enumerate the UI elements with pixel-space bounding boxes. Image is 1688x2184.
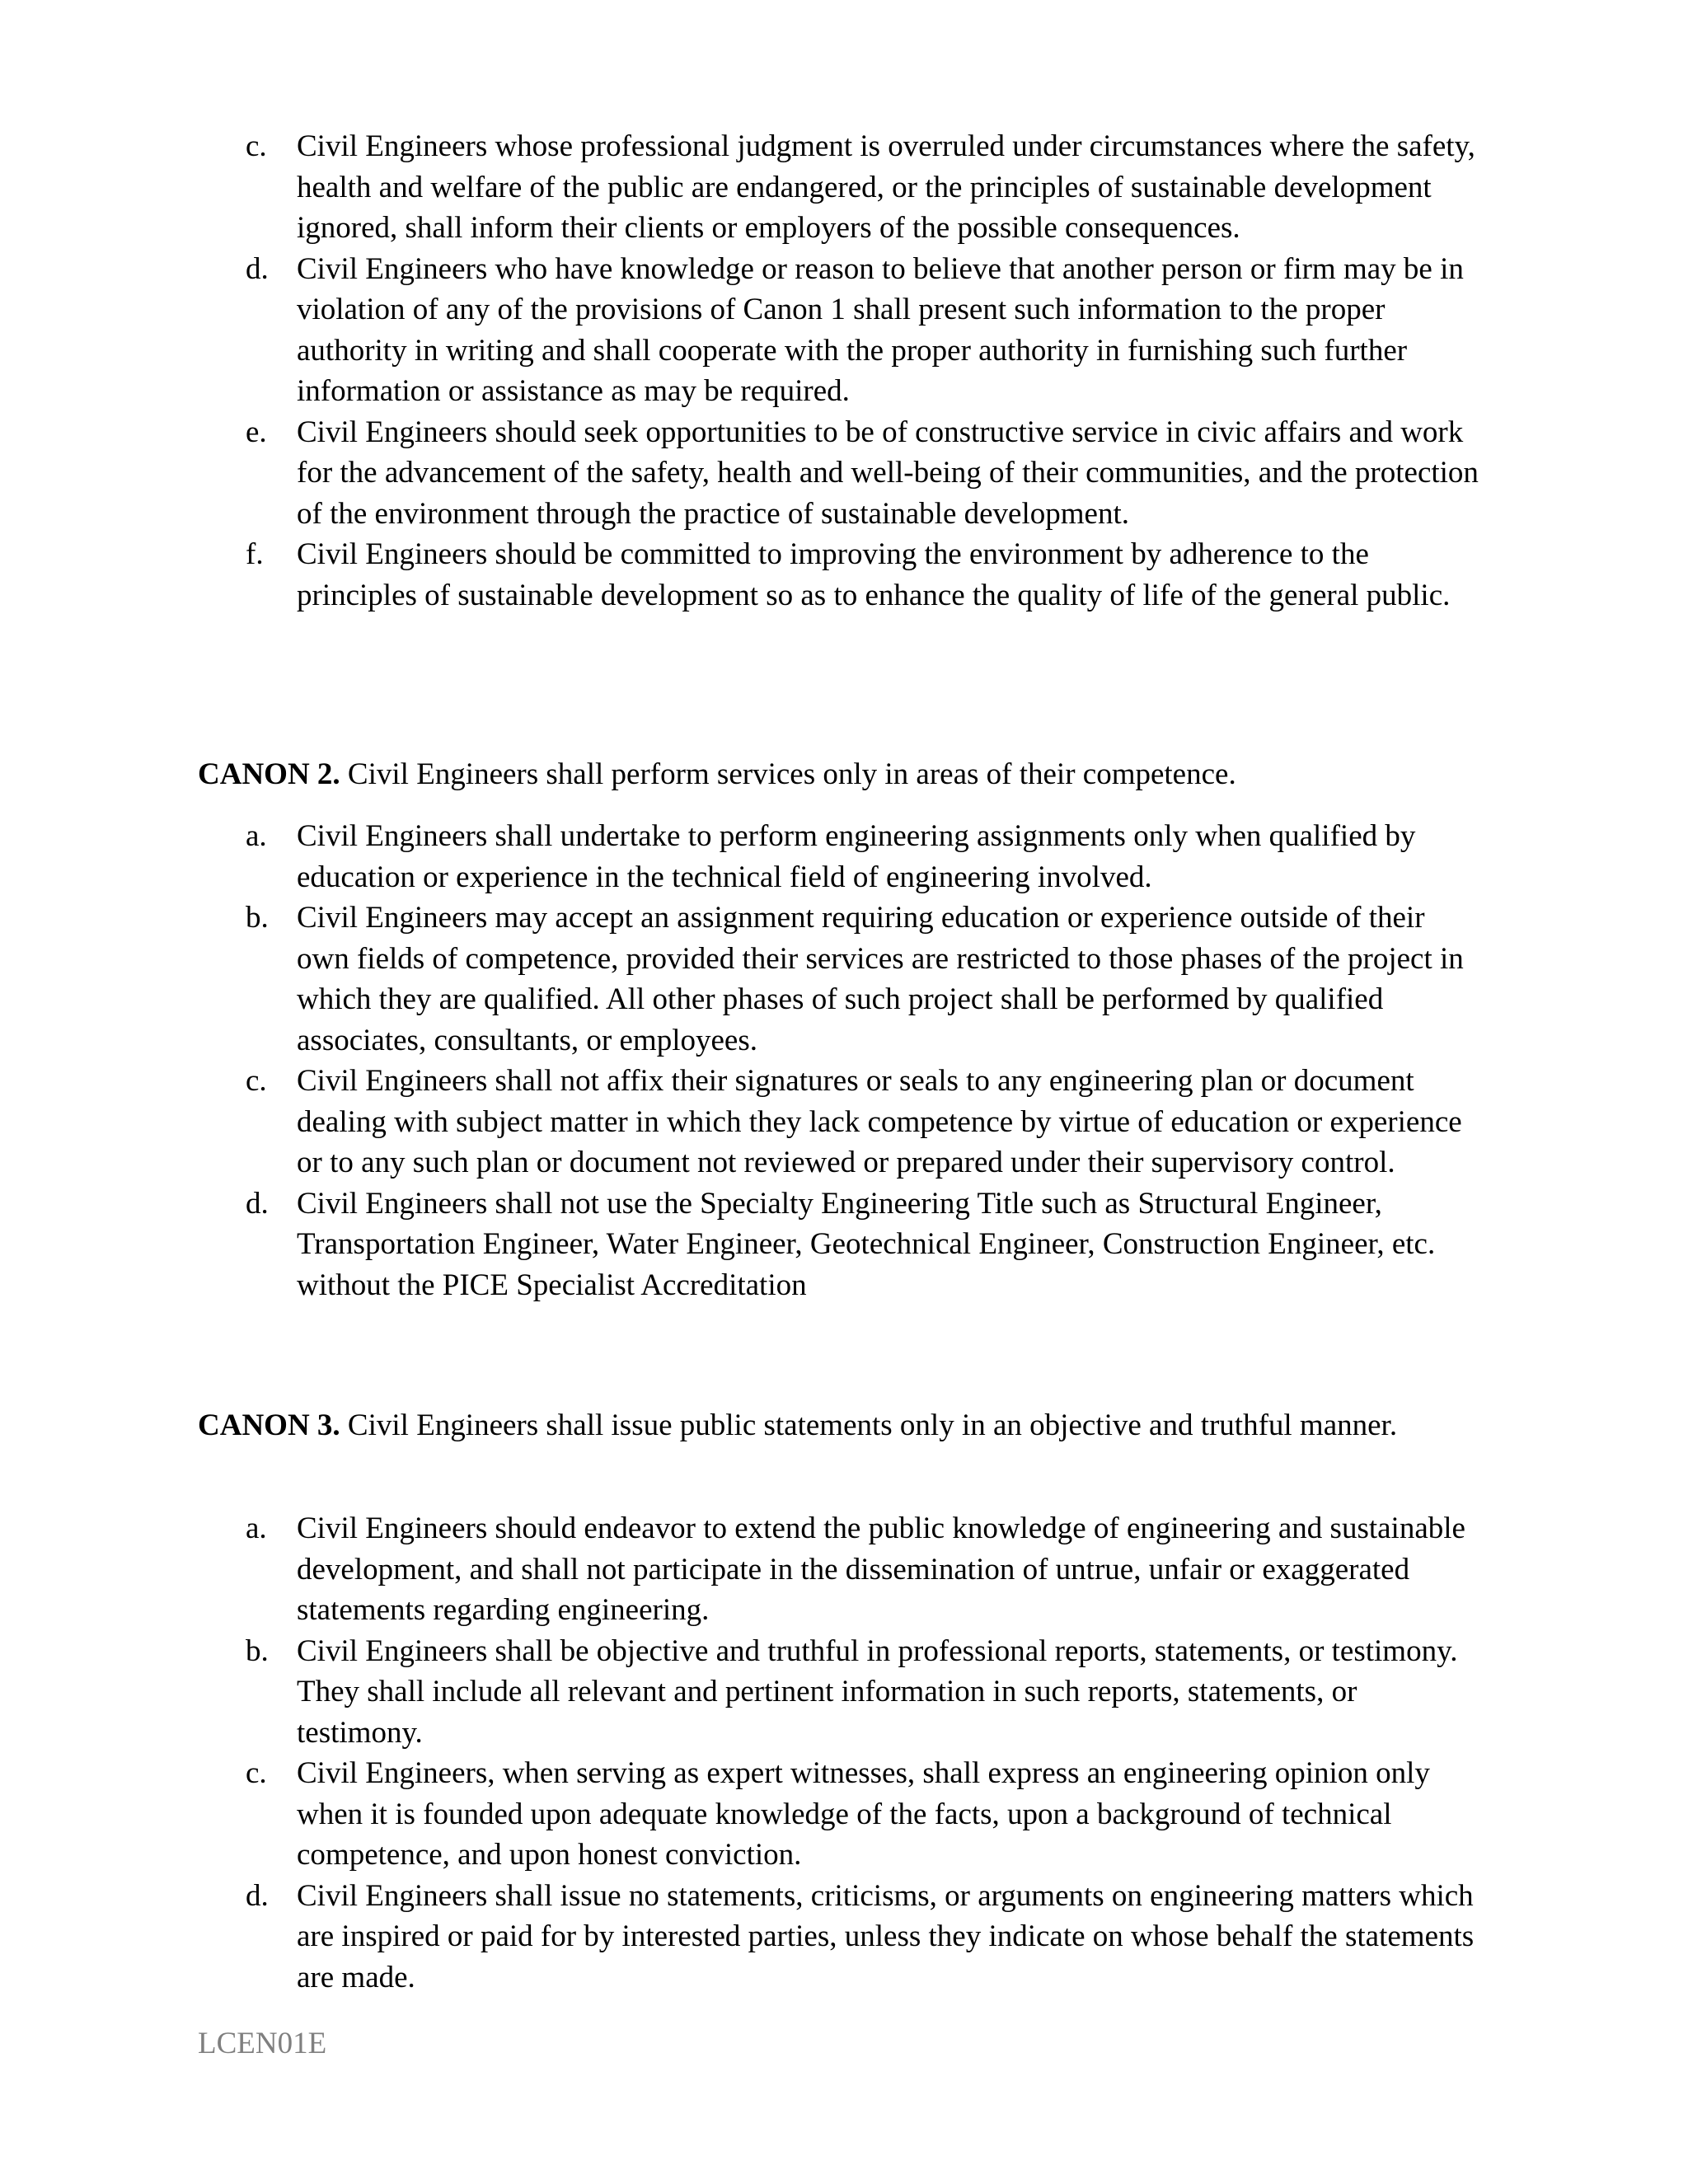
canon2-label: CANON 2. (198, 757, 340, 791)
canon3-heading (198, 1405, 1484, 1446)
list-item-text: Civil Engineers should seek opportunities to be of constructive service in civic affairs and work for the advancement of the safety, health and well-being of their communities, and the protection of the environment through the practice of sustainable development. (297, 415, 1479, 531)
canon1-item-e (0, 412, 1688, 535)
list-item-text: Civil Engineers shall not affix their signatures or seals to any engineering plan or document dealing with subject matter in which they lack competence by virtue of education or experience or to any such plan or document not reviewed or prepared under their supervisory control. (297, 1064, 1462, 1179)
list-item-text: Civil Engineers shall issue no statements, criticisms, or arguments on engineering matters which are inspired or paid for by interested parties, unless they indicate on whose behalf the statements are made. (297, 1878, 1475, 1994)
list-marker: d. (246, 1878, 269, 1913)
list-marker: b. (246, 1633, 269, 1668)
list-marker: a. (246, 1511, 267, 1545)
canon1-item-f (0, 534, 1688, 616)
list-item-text: Civil Engineers shall not use the Specialty Engineering Title such as Structural Engineer, Transportation Engineer, Water Engineer, Geotechnical Engineer, Construction Engineer, etc. without the PICE Specialist Accreditation (297, 1186, 1436, 1302)
list-marker: b. (246, 901, 269, 935)
canon2-item-d (0, 1183, 1688, 1306)
canon3-statement: Civil Engineers shall issue public statements only in an objective and truthful manner. (340, 1408, 1398, 1442)
list-marker: c. (246, 1064, 267, 1098)
canon1-item-list (0, 126, 1688, 616)
list-item-text: Civil Engineers, when serving as expert witnesses, shall express an engineering opinion only when it is founded upon adequate knowledge of the facts, upon a background of technical competence, and upon honest conviction. (297, 1756, 1430, 1872)
canon1-item-d (0, 249, 1688, 412)
list-item-text: Civil Engineers shall be objective and truthful in professional reports, statements, or testimony. They shall include all relevant and pertinent information in such reports, statements, or testimony. (297, 1633, 1458, 1750)
footer-document-code: LCEN01E (198, 2027, 327, 2060)
canon3-item-d (0, 1876, 1688, 1999)
canon2-item-list (0, 816, 1688, 1305)
list-marker: d. (246, 251, 269, 286)
list-item-text: Civil Engineers may accept an assignment requiring education or experience outside of their own fields of competence, provided their services are restricted to those phases of the project in which they are qualified. All other phases of such project shall be performed by qualified associates, consultants, or employees. (297, 901, 1464, 1057)
canon3-item-a (0, 1508, 1688, 1631)
canon2-heading (198, 754, 1484, 795)
canon2-item-b (0, 898, 1688, 1061)
list-item-text: Civil Engineers whose professional judgment is overruled under circumstances where the safety, health and welfare of the public are endangered, or the principles of sustainable development ignored, shall inform their clients or employers of the possible consequences. (297, 129, 1475, 245)
canon3-label: CANON 3. (198, 1408, 340, 1442)
canon1-item-c (0, 126, 1688, 249)
list-marker: a. (246, 819, 267, 853)
list-marker: c. (246, 129, 267, 163)
canon2-item-c (0, 1061, 1688, 1183)
list-item-text: Civil Engineers should endeavor to extend the public knowledge of engineering and sustainable development, and shall not participate in the dissemination of untrue, unfair or exaggerated statements regarding engineering. (297, 1511, 1465, 1627)
canon3-item-c (0, 1753, 1688, 1876)
list-item-text: Civil Engineers shall undertake to perform engineering assignments only when qualified by education or experience in the technical field of engineering involved. (297, 819, 1416, 894)
canon2-statement: Civil Engineers shall perform services only in areas of their competence. (340, 757, 1236, 791)
list-item-text: Civil Engineers should be committed to improving the environment by adherence to the principles of sustainable development so as to enhance the quality of life of the general public. (297, 537, 1451, 612)
canon3-item-b (0, 1631, 1688, 1754)
list-marker: d. (246, 1186, 269, 1221)
list-marker: e. (246, 415, 267, 449)
list-item-text: Civil Engineers who have knowledge or reason to believe that another person or firm may be in violation of any of the provisions of Canon 1 shall present such information to the proper authority in writing and shall cooperate with the proper authority in furnishing such further information or assistance as may be required. (297, 251, 1464, 408)
list-marker: f. (246, 537, 264, 571)
canon3-item-list (0, 1508, 1688, 1998)
list-marker: c. (246, 1756, 267, 1790)
canon2-item-a (0, 816, 1688, 898)
